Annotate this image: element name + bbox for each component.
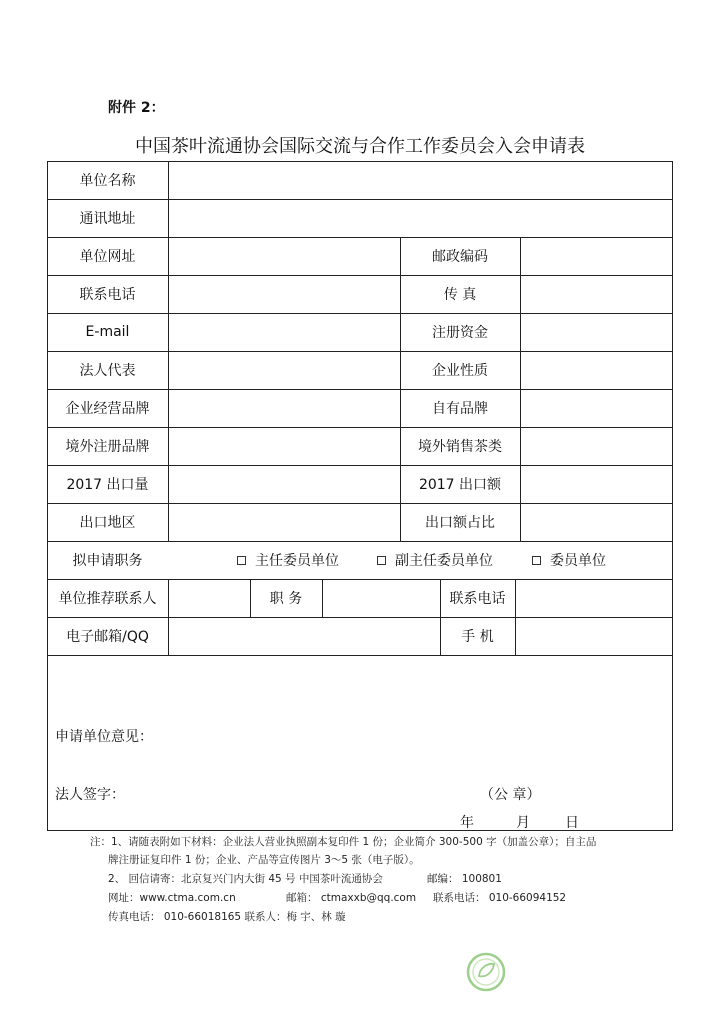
note-phone: 联系电话： 010-66094152 — [433, 892, 567, 904]
job-title-label: 职 务 — [269, 591, 303, 607]
field-label-right: 注册资金 — [432, 325, 488, 341]
contact-person-input[interactable] — [168, 579, 250, 617]
field-label: E-mail — [85, 324, 130, 340]
field-label: 法人代表 — [79, 363, 136, 379]
field-input-left[interactable] — [168, 503, 400, 541]
note-line-5: 传真电话： 010-66018165 联系人：梅 宇、林 璇 — [108, 911, 346, 923]
position-option[interactable] — [377, 541, 493, 579]
position-option[interactable] — [532, 541, 606, 579]
field-label: 单位网址 — [79, 249, 136, 265]
field-input-right[interactable] — [520, 427, 673, 465]
field-label: 通讯地址 — [79, 211, 136, 227]
field-input-right[interactable] — [520, 465, 673, 503]
field-input-left[interactable] — [168, 389, 400, 427]
field-label-right: 企业性质 — [432, 363, 488, 379]
field-input-right[interactable] — [520, 389, 673, 427]
field-input-right[interactable] — [520, 313, 673, 351]
row-divider — [47, 655, 673, 656]
field-input-left[interactable] — [168, 465, 400, 503]
position-option[interactable] — [237, 541, 339, 579]
field-label: 出口地区 — [79, 515, 136, 531]
mobile-label: 手 机 — [461, 629, 494, 645]
note-email: 邮箱： ctmaxxb@qq.com — [286, 892, 417, 904]
contact-phone-input[interactable] — [515, 579, 673, 617]
note-line-3: 2、 回信请寄：北京复兴门内大街 45 号 中国茶叶流通协会 — [108, 873, 383, 885]
date-day: 日 — [565, 815, 579, 831]
job-title-input[interactable] — [322, 579, 440, 617]
field-input-left[interactable] — [168, 351, 400, 389]
position-option-label: 委员单位 — [550, 553, 606, 569]
contact-phone-label: 联系电话 — [449, 591, 506, 607]
note-line-1: 注：1、请随表附如下材料：企业法人营业执照副本复印件 1 份；企业简介 300-500 字（加盖公章）；自主品 — [90, 836, 597, 848]
signature-label: 法人签字： — [55, 787, 125, 803]
date-year: 年 — [460, 815, 474, 831]
attachment-label: 附件 2： — [108, 100, 165, 116]
date-month: 月 — [516, 815, 530, 831]
field-label-right: 传 真 — [443, 287, 477, 303]
position-option-label: 主任委员单位 — [255, 553, 339, 569]
checkbox-icon[interactable] — [532, 556, 541, 565]
field-label-right: 邮政编码 — [432, 249, 488, 265]
field-input-right[interactable] — [520, 351, 673, 389]
seal-label: （公 章） — [480, 787, 541, 803]
field-label-right: 2017 出口额 — [418, 477, 502, 493]
page-title: 中国茶叶流通协会国际交流与合作工作委员会入会申请表 — [135, 136, 585, 157]
field-label: 企业经营品牌 — [65, 401, 150, 417]
position-option-label: 副主任委员单位 — [395, 553, 493, 569]
field-input-left[interactable] — [168, 275, 400, 313]
note-website: 网址：www.ctma.com.cn — [108, 892, 236, 904]
field-label-right: 自有品牌 — [432, 401, 488, 417]
opinion-label: 申请单位意见： — [55, 729, 153, 745]
contact-person-label: 单位推荐联系人 — [58, 591, 157, 607]
field-input-wide[interactable] — [168, 161, 673, 199]
field-label-right: 出口额占比 — [425, 515, 495, 531]
field-input-right[interactable] — [520, 275, 673, 313]
field-input-right[interactable] — [520, 237, 673, 275]
checkbox-icon[interactable] — [377, 556, 386, 565]
field-input-right[interactable] — [520, 503, 673, 541]
position-label: 拟申请职务 — [72, 553, 143, 569]
field-label: 单位名称 — [79, 173, 136, 189]
field-label: 2017 出口量 — [66, 477, 149, 493]
note-postcode: 邮编： 100801 — [427, 873, 502, 885]
association-logo-icon — [466, 952, 506, 992]
note-line-2: 牌注册证复印件 1 份；企业、产品等宣传图片 3～5 张（电子版）。 — [108, 854, 420, 866]
field-input-left[interactable] — [168, 313, 400, 351]
mobile-input[interactable] — [515, 617, 673, 655]
field-input-wide[interactable] — [168, 199, 673, 237]
email-qq-label: 电子邮箱/QQ — [66, 629, 149, 645]
checkbox-icon[interactable] — [237, 556, 246, 565]
field-label: 联系电话 — [79, 287, 136, 303]
field-input-left[interactable] — [168, 237, 400, 275]
field-label-right: 境外销售茶类 — [418, 439, 502, 455]
field-label: 境外注册品牌 — [65, 439, 150, 455]
email-qq-input[interactable] — [168, 617, 440, 655]
field-input-left[interactable] — [168, 427, 400, 465]
